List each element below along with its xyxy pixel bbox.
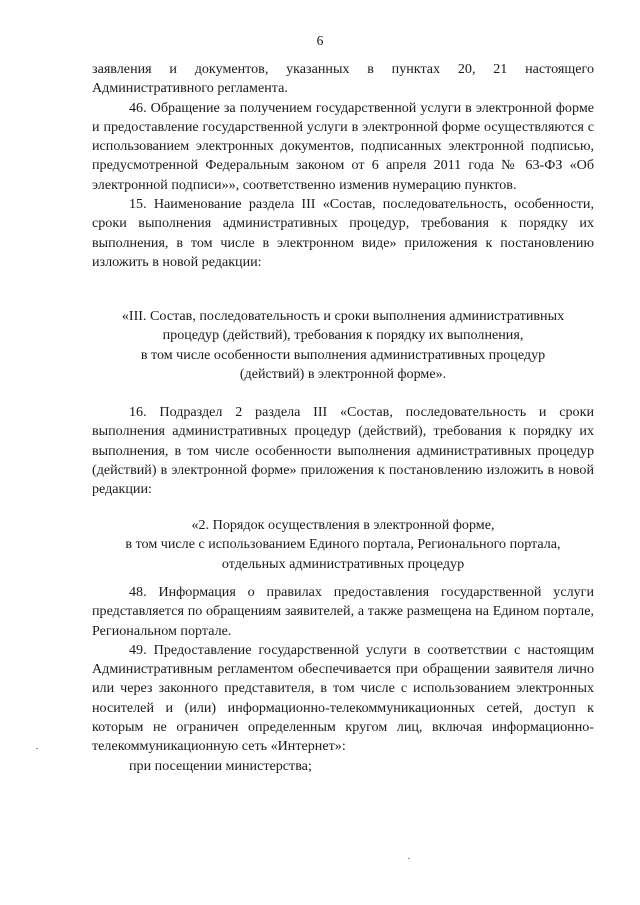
text-block-middle [92, 403, 594, 499]
scan-speck [36, 748, 38, 749]
text-block-bottom [92, 583, 594, 776]
page-number: 6 [316, 33, 324, 48]
paragraph-15: 15. Наименование раздела III «Состав, последовательность, особенности, сроки выполнения административных процедур, требования к порядку их выполнения, в том числе в электронном виде» приложения к постановлению изложить в новой редакции: [92, 196, 594, 270]
paragraph-48: 48. Информация о правилах предоставления государственной услуги представляется по обращениям заявителей, а также размещена на Едином портале, Региональном портале. [92, 584, 594, 639]
scan-speck [408, 858, 410, 859]
text-block-top [92, 60, 594, 272]
heading-line: отдельных административных процедур [221, 555, 465, 572]
heading-line: процедур (действий), требования к порядку их выполнения, [162, 327, 524, 344]
heading-line: в том числе особенности выполнения административных процедур [140, 346, 546, 363]
paragraph-continuation: заявления и документов, указанных в пунктах 20, 21 настоящего Административного регламента. [92, 61, 594, 97]
subsection-heading-2 [92, 516, 594, 574]
heading-line: (действий) в электронной форме». [239, 365, 447, 382]
heading-line: «III. Состав, последовательность и сроки выполнения административных [121, 308, 565, 324]
heading-line: в том числе с использованием Единого портала, Регионального портала, [125, 536, 561, 553]
heading-line: «2. Порядок осуществления в электронной форме, [191, 517, 495, 533]
paragraph-16: 16. Подраздел 2 раздела III «Состав, последовательность и сроки выполнения административных процедур (действий), требования к порядку их выполнения, в том числе особенности выполнения административных процедур (действий) в электронной форме» приложения к постановлению изложить в новой редакции: [92, 404, 594, 498]
paragraph-ministry-visit: при посещении министерства; [129, 757, 312, 774]
paragraph-49: 49. Предоставление государственной услуги в соответствии с настоящим Административным регламентом обеспечивается при обращении заявителя лично или через законного представителя, в том числе с использованием электронных носителей и (или) информационно-телекоммуникационных сетей, доступ к которым не ограничен определенным кругом лиц, включая информационно-телекоммуникационную сеть «Интернет»: [92, 641, 594, 755]
paragraph-46: 46. Обращение за получением государственной услуги в электронной форме и предоставление государственной услуги в электронной форме осуществляются с использованием электронных документов, подписанных электронной подписью, предусмотренной Федеральным законом от 6 апреля 2011 года № 63-ФЗ «Об электронной подписи»», соответственно изменив нумерацию пунктов. [92, 99, 594, 193]
section-heading-iii [92, 307, 594, 384]
